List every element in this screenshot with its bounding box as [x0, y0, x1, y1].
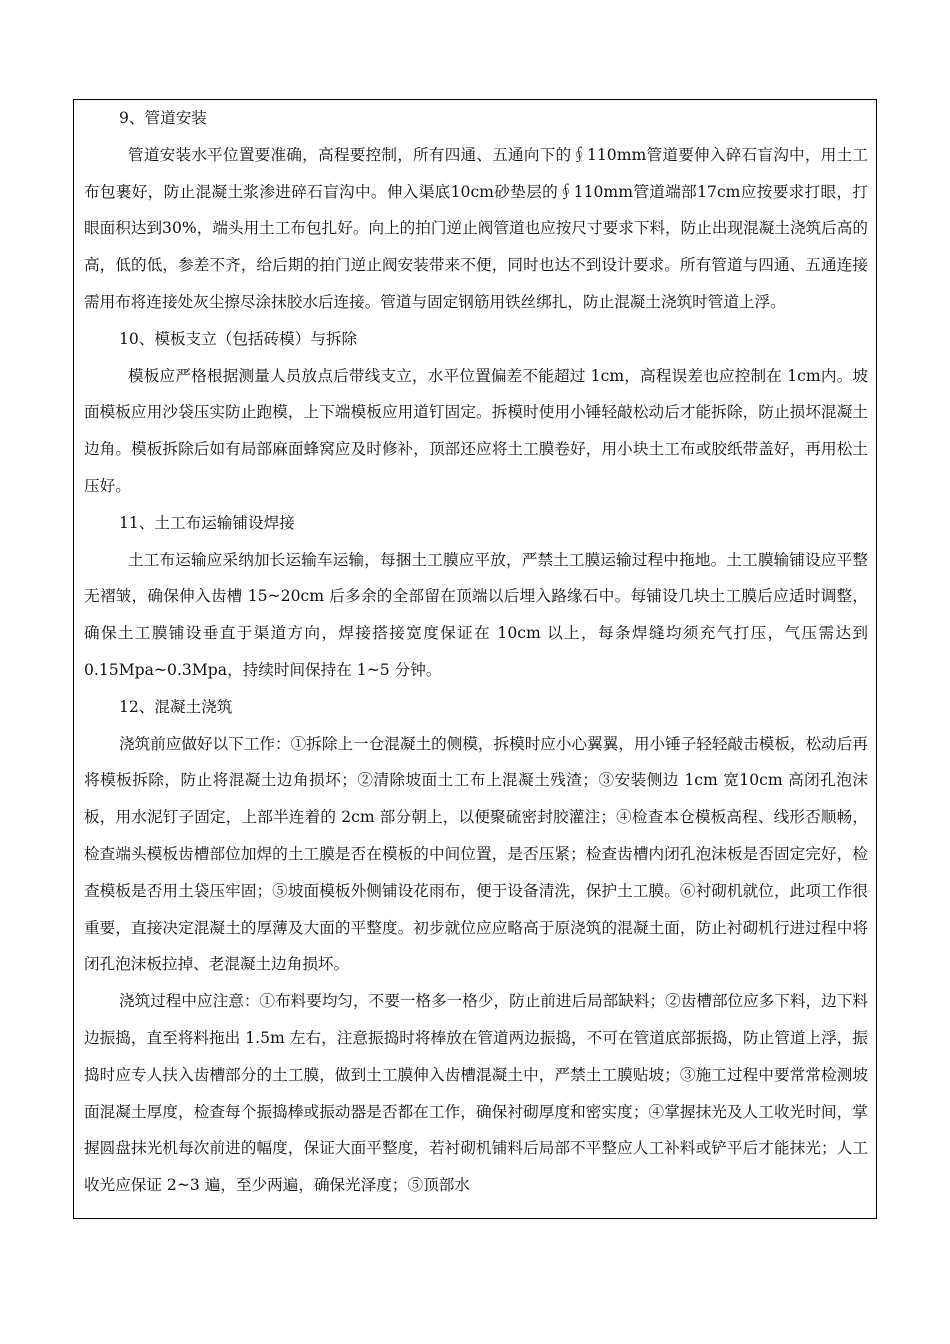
document-table-cell [73, 99, 877, 1219]
paragraph-pipe-installation: 管道安装水平位置要准确，高程要控制，所有四通、五通向下的∮110mm管道要伸入碎石盲沟中，用土工布包裹好，防止混凝土浆渗进碎石盲沟中。伸入渠底10cm砂垫层的∮110mm管道端部17cm应按要求打眼，打眼面积达到30%，端头用土工布包扎好。向上的拍门逆止阀管道也应按尺寸要求下料，防止出现混凝土浇筑后高的高，低的低，参差不齐，给后期的拍门逆止阀安装带来不便，同时也达不到设计要求。所有管道与四通、五通连接需用布将连接处灰尘擦尽涂抹胶水后连接。管道与固定钢筋用铁丝绑扎，防止混凝土浇筑时管道上浮。 [84, 145, 868, 311]
section-heading-pipe-installation: 9、管道安装 [119, 109, 207, 127]
paragraph-during-pouring: 浇筑过程中应注意：①布料要均匀，不要一格多一格少，防止前进后局部缺料；②齿槽部位应多下料，边下料边振捣，直至将料拖出 1.5m 左右，注意振捣时将棒放在管道两边振捣，不可在管道底部振捣，防止管道上浮，振捣时应专人扶入齿槽部分的土工膜，做到土工膜伸入齿槽混凝土中，严禁土工膜贴坡；③施工过程中要常常检测坡面混凝土厚度，检查每个振捣棒或振动器是否都在工作，确保衬砌厚度和密实度；④掌握抹光及人工收光时间，掌握圆盘抹光机每次前进的幅度，保证大面平整度，若衬砌机铺料后局部不平整应人工补料或铲平后才能抹光；人工收光应保证 2~3 遍，至少两遍，确保光泽度；⑤顶部水 [84, 992, 868, 1195]
section-heading-concrete-pouring: 12、混凝土浇筑 [119, 697, 233, 716]
paragraph-pre-pouring: 浇筑前应做好以下工作：①拆除上一仓混凝土的侧模，拆模时应小心翼翼，用小锤子轻轻敲击模板，松动后再将模板拆除，防止将混凝土边角损坏；②清除坡面土工布上混凝土残渣；③安装侧边 1cm 宽10cm 高闭孔泡沫板，用水泥钉子固定，上部半连着的 2cm 部分朝上，以便聚硫密封胶灌注；④检查本仓模板高程、线形否顺畅，检查端头模板齿槽部位加焊的土工膜是否在模板的中间位置，是否压紧；检查齿槽内闭孔泡沫板是否固定完好，检查模板是否用土袋压牢固；⑤坡面模板外侧铺设花雨布，便于设备清洗，保护土工膜。⑥衬砌机就位，此项工作很重要，直接决定混凝土的厚薄及大面的平整度。初步就位应应略高于原浇筑的混凝土面，防止衬砌机行进过程中将闭孔泡沫板拉掉、老混凝土边角损坏。 [84, 734, 868, 974]
section-heading-geotextile: 11、土工布运输铺设焊接 [119, 513, 295, 532]
document-body [84, 100, 868, 1204]
paragraph-formwork: 模板应严格根据测量人员放点后带线支立，水平位置偏差不能超过 1cm，高程误差也应控制在 1cm内。坡面模板应用沙袋压实防止跑模，上下端模板应用道钉固定。拆模时使用小锤轻敲松动后才能拆除，防止损坏混凝土边角。模板拆除后如有局部麻面蜂窝应及时修补，顶部还应将土工膜卷好，用小块土工布或胶纸带盖好，再用松土压好。 [84, 366, 868, 495]
paragraph-geotextile: 土工布运输应采纳加长运输车运输，每捆土工膜应平放，严禁土工膜运输过程中拖地。土工膜输铺设应平整无褶皱，确保伸入齿槽 15~20cm 后多余的全部留在顶端以后埋入路缘石中。每铺设几块土工膜后应适时调整，确保土工膜铺设垂直于渠道方向，焊接搭接宽度保证在 10cm 以上，每条焊缝均须充气打压，气压需达到 0.15Mpa~0.3Mpa，持续时间保持在 1~5 分钟。 [84, 550, 868, 679]
section-heading-formwork: 10、模板支立（包括砖模）与拆除 [119, 329, 358, 348]
